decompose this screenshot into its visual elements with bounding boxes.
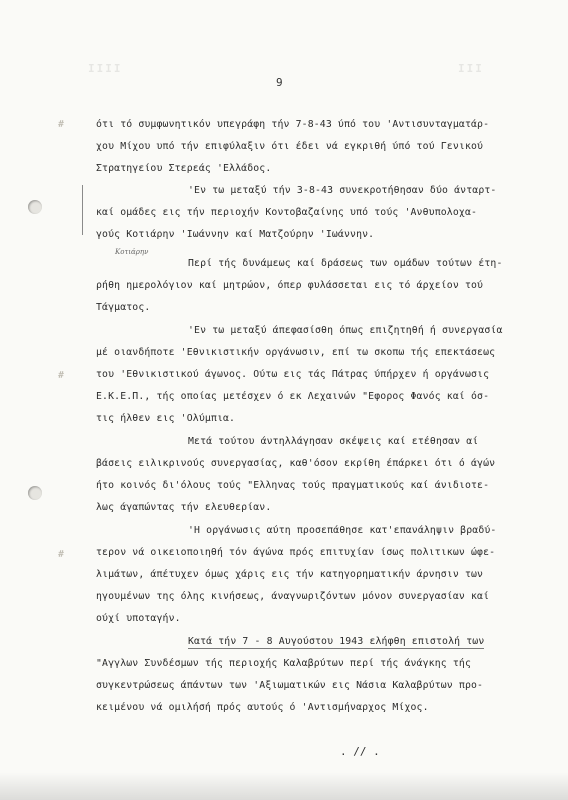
margin-mark: #	[58, 370, 65, 381]
text-line: Στρατηγείου Στερεάς 'Ελλάδος.	[96, 163, 272, 174]
page-number: 9	[276, 76, 283, 89]
text-line: λως άγαπώντας τήν ελευθερίαν.	[96, 502, 272, 513]
text-line: γούς Κοτιάρην 'Ιωάννην καί Ματζούρην 'Ιωάννην.	[96, 229, 375, 240]
text-line: του 'Εθνικιστικού άγωνος. Ούτω εις τάς Πάτρας ύπήρχεν ή οργάνωσις	[96, 369, 490, 380]
punch-hole	[28, 200, 42, 214]
text-line: καί ομάδες εις τήν περιοχήν Κοντοβαζαίνης υπό τούς 'Ανθυπολοχα-	[96, 207, 478, 218]
bleed-through-mark: ΙΙΙ	[458, 62, 484, 75]
page-edge-shadow	[0, 772, 568, 800]
text-line: τερον νά οικειοποιηθή τόν άγώνα πρός επιτυχίαν ίσως πολιτικων ώφε-	[96, 547, 496, 558]
text-line: 'Η οργάνωσις αύτη προσεπάθησε κατ'επανάληψιν βραδύ-	[188, 525, 497, 536]
text-line: 'Εν τω μεταξύ άπεφασίσθη όπως επιζητηθή ή συνεργασία	[188, 325, 503, 336]
text-line: 'Εν τω μεταξύ τήν 3-8-43 συνεκροτήθησαν δύο άνταρτ-	[188, 185, 497, 196]
margin-mark: #	[58, 549, 65, 560]
text-line: ότι τό συμφωνητικόν υπεγράφη τήν 7-8-43 ύπό του 'Αντισυνταγματάρ-	[96, 119, 490, 130]
text-line: ηγουμένων της όλης κινήσεως, άναγνωριζόντων μόνον συνεργασίαν καί	[96, 591, 490, 602]
text-line: ήτο κοινός δι'όλους τούς "Ελληνας τούς πραγματικούς καί άνιδιοτε-	[96, 480, 490, 491]
text-line: "Αγγλων Συνδέσμων τής περιοχής Καλαβρύτων περί τής άνάγκης τής	[96, 658, 471, 669]
bleed-through-mark: ΙΙΙΙ	[88, 62, 123, 75]
text-line: μέ οιανδήποτε 'Εθνικιστικήν οργάνωσιν, επί τω σκοπω τής επεκτάσεως	[96, 347, 496, 358]
margin-line	[82, 185, 83, 235]
text-line: ρήθη ημερολόγιον καί μητρώον, όπερ φυλάσσεται εις τό άρχείον τού	[96, 280, 484, 291]
handwritten-note: Κοτιάρην	[115, 248, 149, 256]
text-line: λιμάτων, άπέτυχεν όμως χάρις εις τήν κατηγορηματικήν άρνησιν των	[96, 569, 484, 580]
text-line: χου Μίχου υπό τήν επιφύλαξιν ότι έδει νά εγκριθή ύπό τού Γενικού	[96, 141, 484, 152]
text-line: Τάγματος.	[96, 302, 151, 313]
continuation-mark: . // .	[340, 745, 380, 758]
margin-mark: #	[58, 119, 65, 130]
text-line: Κατά τήν 7 - 8 Αυγούστου 1943 ελήφθη επιστολή των	[188, 636, 485, 647]
text-line: βάσεις ειλικρινούς συνεργασίας, καθ'όσον εκρίθη έπάρκει ότι ό άγών	[96, 458, 496, 469]
text-line: συγκεντρώσεως άπάντων των 'Αξιωματικών εις Νάσια Καλαβρύτων προ-	[96, 680, 484, 691]
text-line: Μετά τούτου άντηλλάγησαν σκέψεις καί ετέθησαν αί	[188, 436, 479, 447]
text-line: τις ήλθεν εις 'Ολύμπια.	[96, 413, 236, 424]
text-line: κειμένου νά ομιλήσή πρός αυτούς ό 'Αντισμήναρχος Μίχος.	[96, 702, 429, 713]
punch-hole	[28, 486, 42, 500]
text-line: ούχί υποταγήν.	[96, 613, 181, 624]
text-line: Ε.Κ.Ε.Π., τής οποίας μετέσχεν ό εκ Λεχαινών "Εφορος Φανός καί όσ-	[96, 391, 490, 402]
text-line: Περί τής δυνάμεως καί δράσεως των ομάδων τούτων έτη-	[188, 258, 503, 269]
